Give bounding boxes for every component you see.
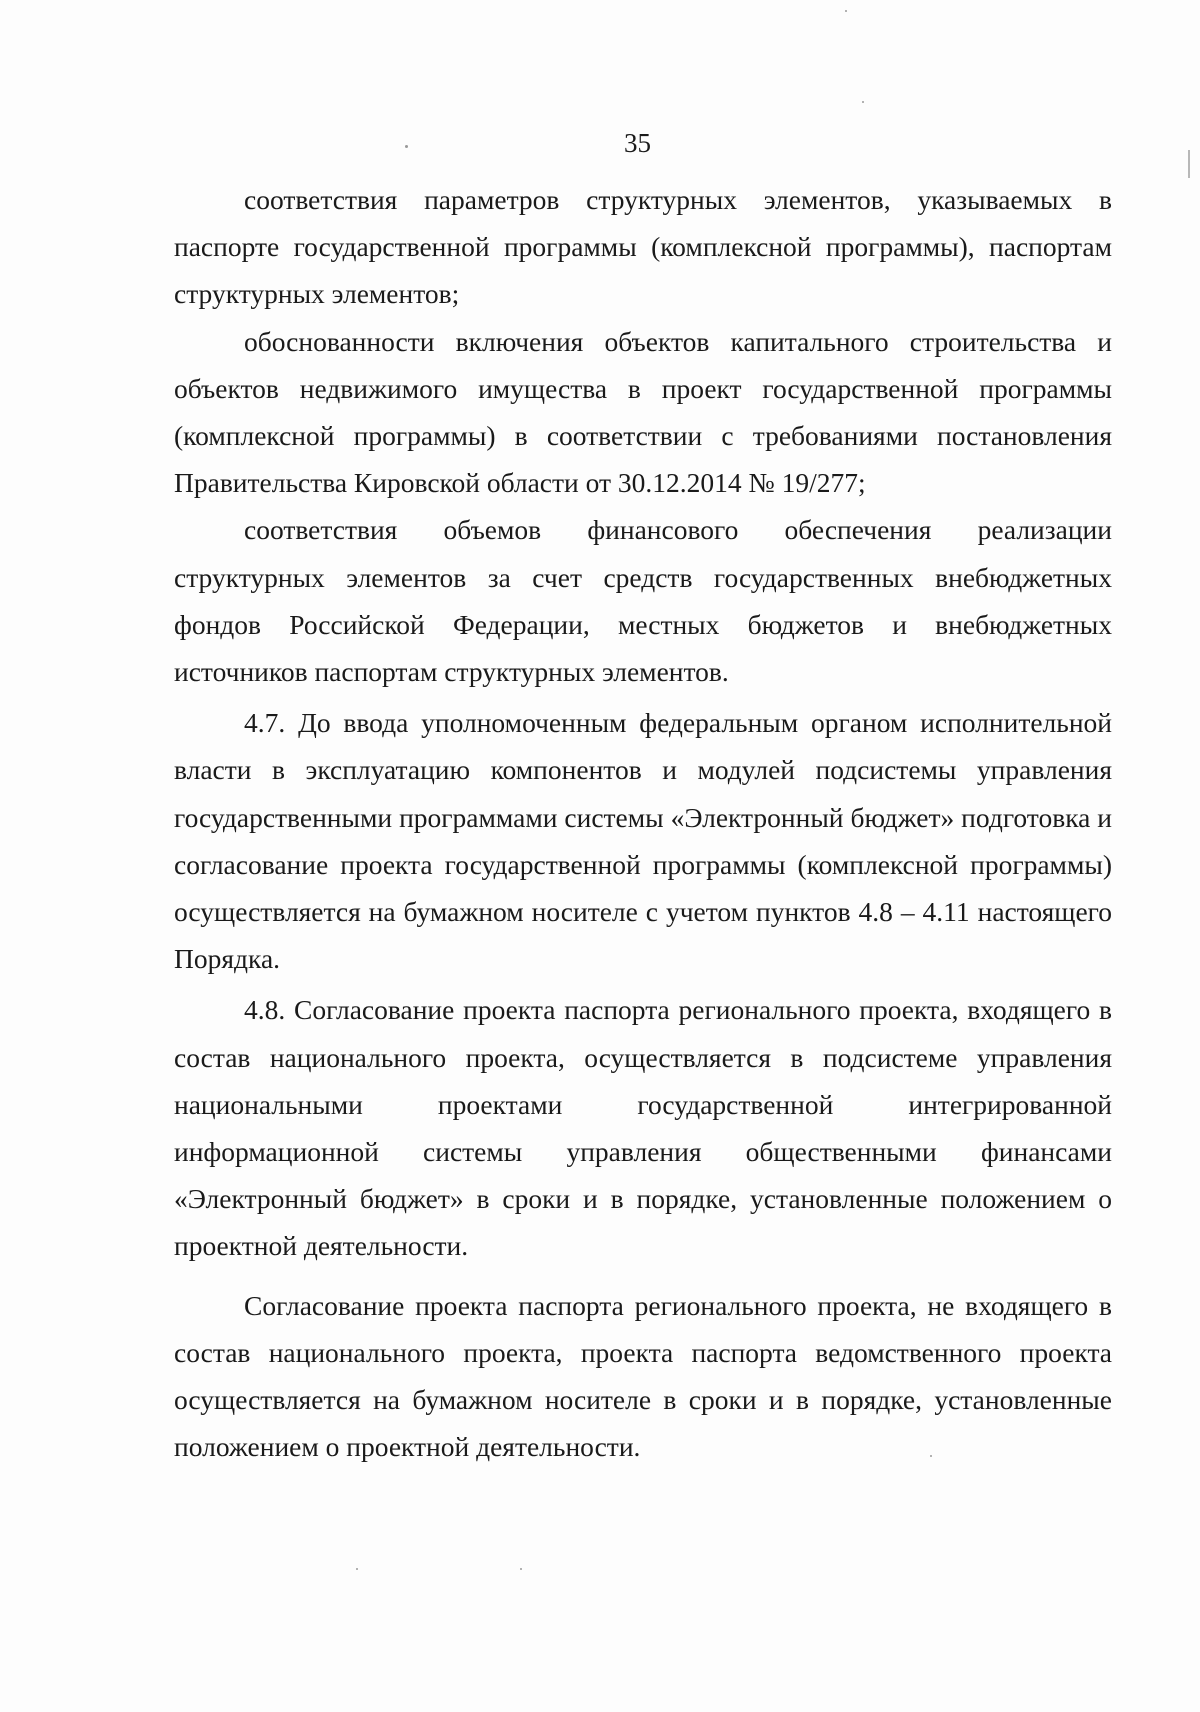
paragraph-justification: обоснованности включения объектов капитального строительства и объектов недвижимого имущества в проект государственной программы (комплексной программы) в соответствии с требованиями постановления Правительства Кировской области от 30.12.2014 № 19/277;: [174, 325, 1112, 499]
paragraph-clause-4-8: 4.8. Согласование проекта паспорта регионального проекта, входящего в состав национального проекта, осуществляется в подсистеме управления национальными проектами государственной интегрированной информационной системы управления общественными финансами «Электронный бюджет» в сроки и в порядке, установленные положением о проектной деятельности.: [174, 994, 1112, 1262]
scan-speck: [356, 1568, 358, 1570]
paragraph-continuation: соответствия параметров структурных элементов, указываемых в паспорте государственной программы (комплексной программы), паспортам структурных элементов;: [174, 184, 1112, 310]
scan-speck: [845, 10, 847, 12]
scan-speck: [405, 145, 408, 148]
paragraph-clause-4-8-second: Согласование проекта паспорта регионального проекта, не входящего в состав национального проекта, проекта паспорта ведомственного проекта осуществляется на бумажном носителе в сроки и в порядке, установленные положением о проектной деятельности.: [174, 1289, 1112, 1463]
paragraph-funding: соответствия объемов финансового обеспечения реализации структурных элементов за счет средств государственных внебюджетных фондов Российской Федерации, местных бюджетов и внебюджетных источников паспортам структурных элементов.: [174, 514, 1112, 688]
scan-speck: [520, 1568, 522, 1570]
scan-edge-mark: [1188, 150, 1190, 178]
scan-speck: [862, 101, 864, 103]
paragraph-clause-4-7: 4.7. До ввода уполномоченным федеральным органом исполнительной власти в эксплуатацию компонентов и модулей подсистемы управления государственными программами системы «Электронный бюджет» подготовка и согласование проекта государственной программы (комплексной программы) осуществляется на бумажном носителе с учетом пунктов 4.8 – 4.11 настоящего Порядка.: [174, 707, 1112, 975]
page-number: 35: [624, 128, 651, 158]
document-body: [174, 176, 1112, 1470]
scan-speck: [930, 1455, 932, 1457]
